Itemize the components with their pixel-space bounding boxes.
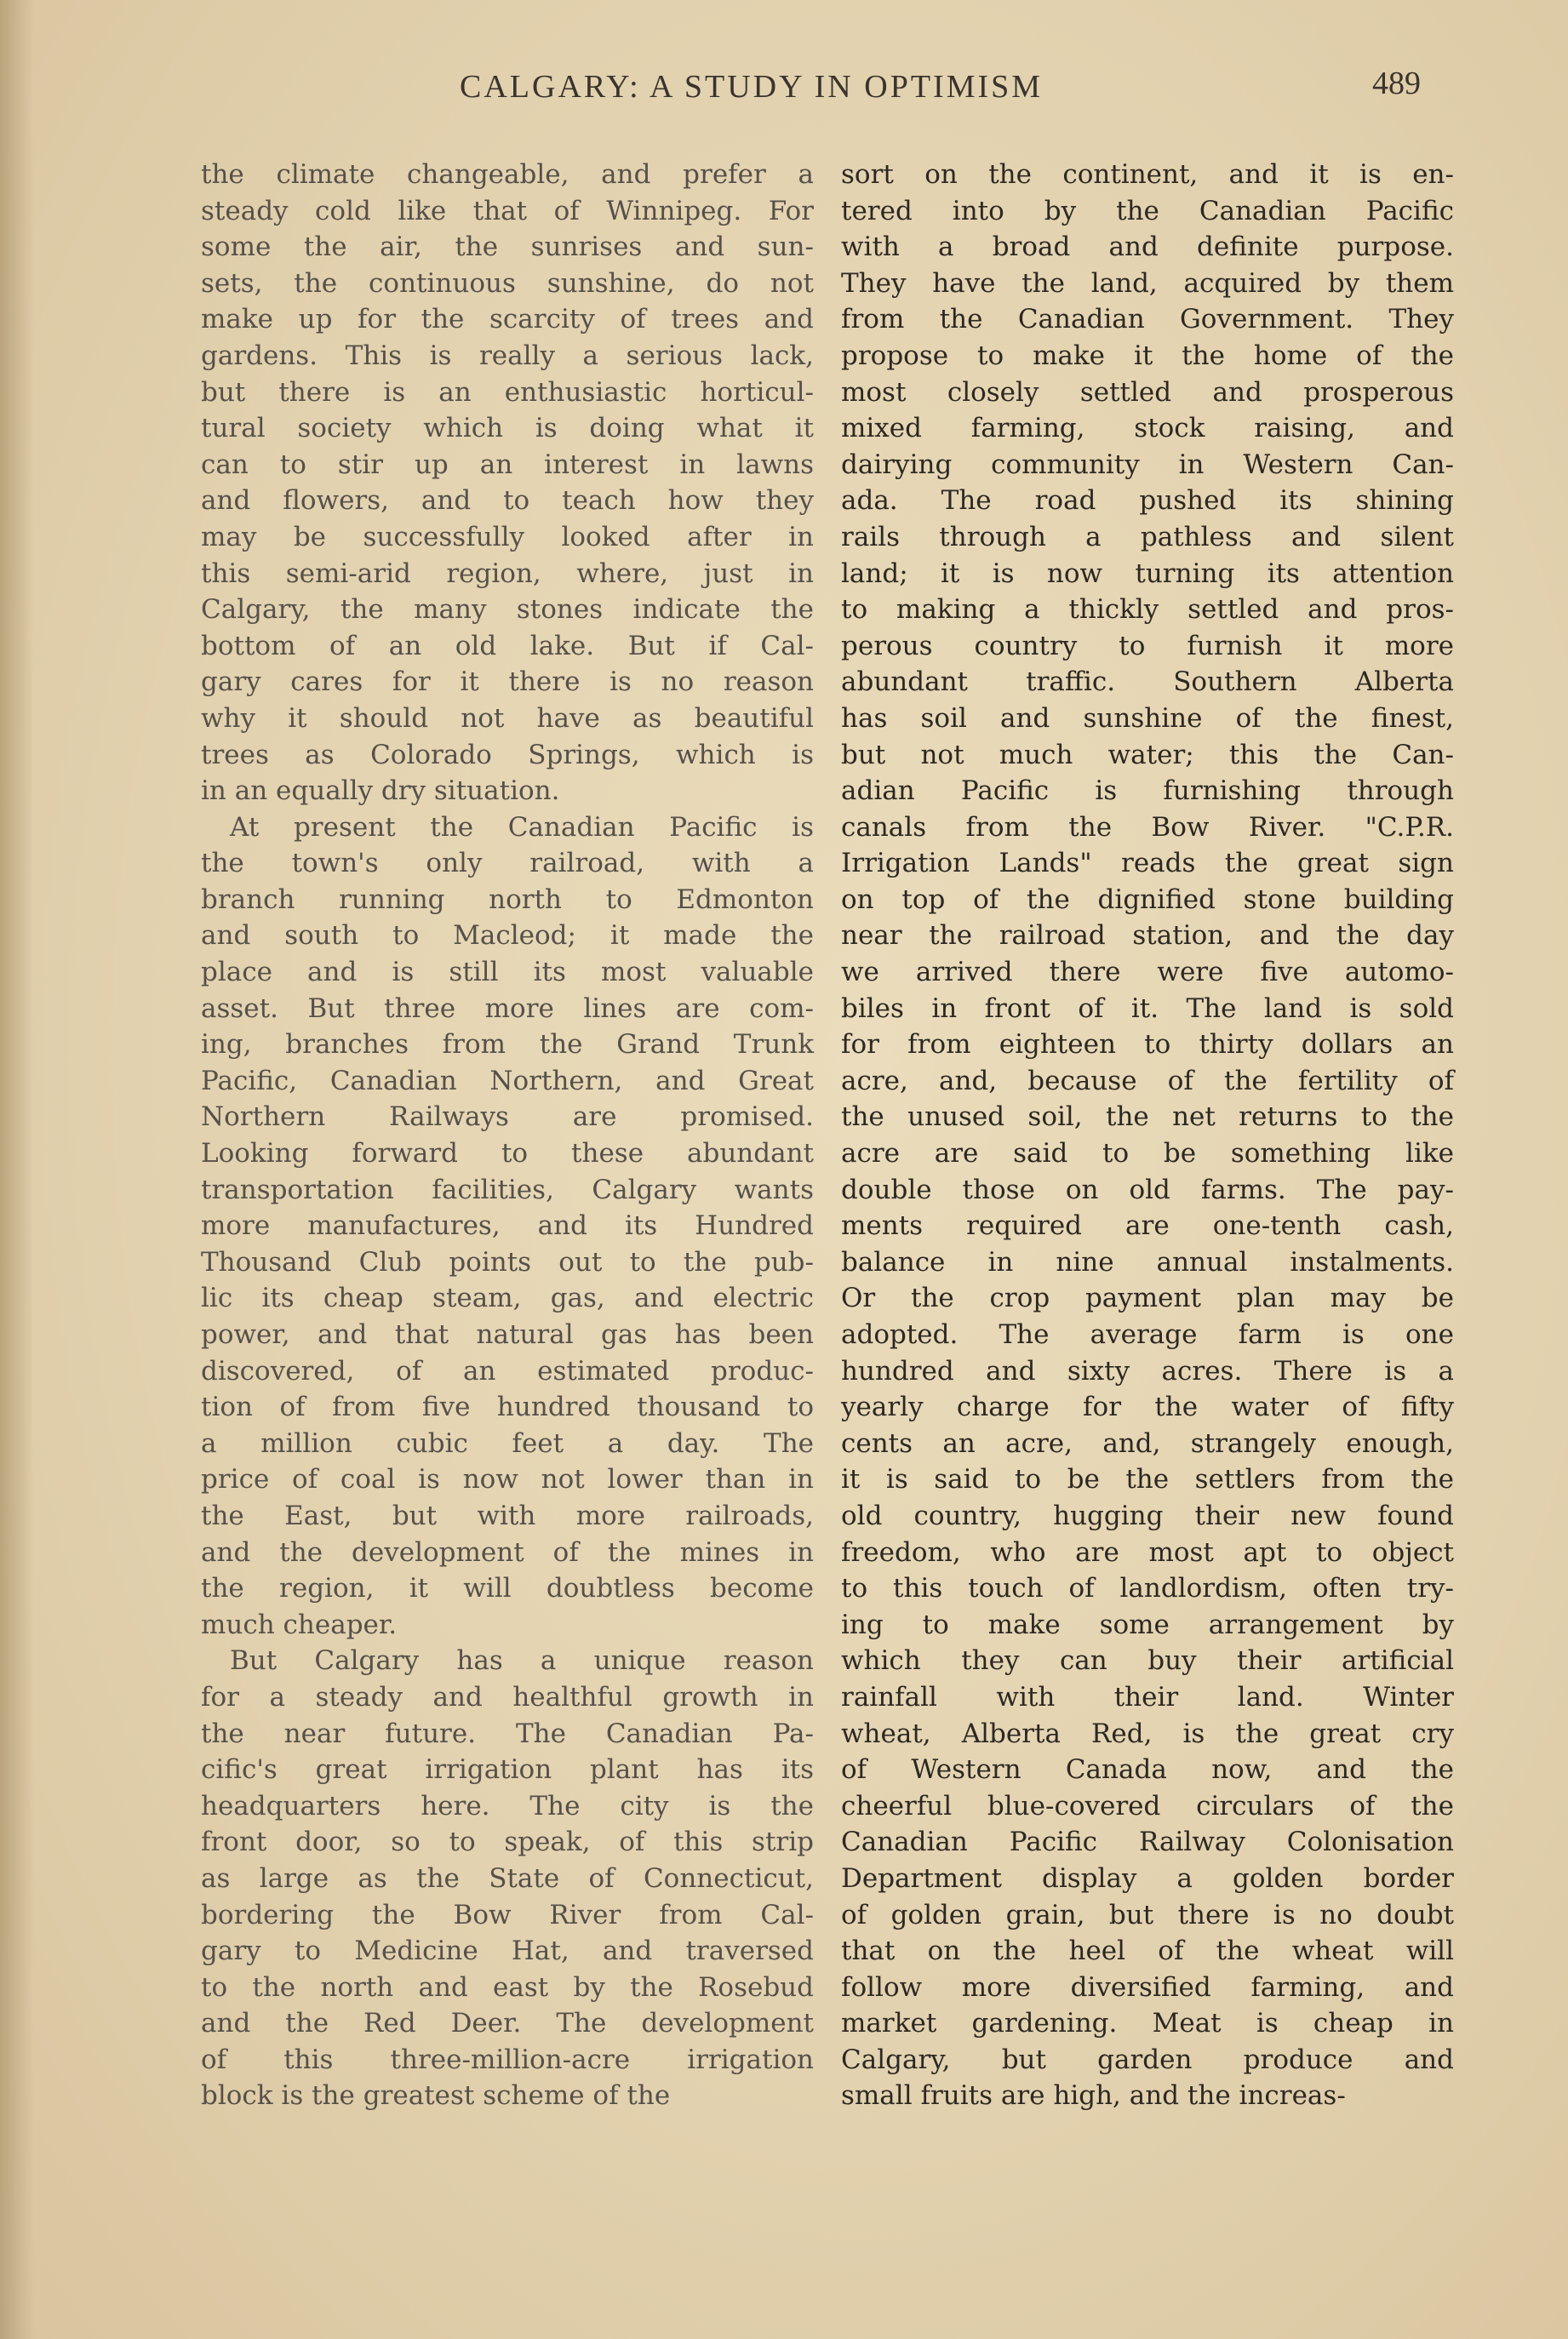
- left-column-line: this semi-arid region, where, just in: [201, 558, 814, 589]
- right-column-line: old country, hugging their new found: [841, 1500, 1454, 1531]
- right-column-line: which they can buy their artificial: [841, 1645, 1454, 1677]
- left-column-line: Calgary, the many stones indicate the: [201, 594, 814, 626]
- right-column-line: freedom, who are most apt to object: [841, 1536, 1454, 1568]
- left-column-line: the region, it will doubtless become: [201, 1573, 814, 1604]
- right-column-line: double those on old farms. The pay-: [841, 1174, 1454, 1205]
- left-column-line: front door, so to speak, of this strip: [201, 1827, 814, 1858]
- right-column-line: abundant traffic. Southern Alberta: [841, 666, 1454, 698]
- right-column-line: mixed farming, stock raising, and: [841, 413, 1454, 444]
- left-text-column: [201, 157, 814, 2114]
- right-column-line: to this touch of landlordism, often try-: [841, 1573, 1454, 1604]
- right-column-line: wheat, Alberta Red, is the great cry: [841, 1718, 1454, 1749]
- left-column-line: sets, the continuous sunshine, do not: [201, 267, 814, 299]
- left-column-line: some the air, the sunrises and sun-: [201, 232, 814, 263]
- left-column-line: block is the greatest scheme of the: [201, 2080, 671, 2112]
- right-column-line: small fruits are high, and the increas-: [841, 2080, 1346, 2112]
- right-column-line: we arrived there were five automo-: [841, 957, 1454, 988]
- right-column-line: that on the heel of the wheat will: [841, 1936, 1454, 1967]
- page-number: 489: [1372, 66, 1421, 101]
- left-column-line: At present the Canadian Pacific is: [230, 811, 814, 843]
- left-column-line: trees as Colorado Springs, which is: [201, 739, 814, 770]
- right-column-line: rails through a pathless and silent: [841, 521, 1454, 552]
- left-column-line: bottom of an old lake. But if Cal-: [201, 630, 814, 661]
- right-column-line: from the Canadian Government. They: [841, 304, 1454, 335]
- right-column-line: cents an acre, and, strangely enough,: [841, 1427, 1454, 1459]
- right-column-line: ing to make some arrangement by: [841, 1609, 1454, 1640]
- right-column-line: of golden grain, but there is no doubt: [841, 1899, 1454, 1930]
- left-column-line: why it should not have as beautiful: [201, 702, 814, 734]
- right-column-line: cheerful blue-covered circulars of the: [841, 1790, 1454, 1821]
- left-column-line: price of coal is now not lower than in: [201, 1464, 814, 1495]
- left-column-line: more manufactures, and its Hundred: [201, 1210, 814, 1242]
- right-column-line: acre are said to be something like: [841, 1138, 1454, 1170]
- left-column-line: the town's only railroad, with a: [201, 848, 814, 879]
- left-column-line: Pacific, Canadian Northern, and Great: [201, 1065, 814, 1096]
- left-column-line: of this three-million-acre irrigation: [201, 2044, 814, 2075]
- right-column-line: follow more diversified farming, and: [841, 1971, 1454, 2003]
- left-column-line: But Calgary has a unique reason: [230, 1645, 814, 1677]
- left-column-line: much cheaper.: [201, 1609, 398, 1640]
- right-column-line: Or the crop payment plan may be: [841, 1283, 1454, 1314]
- left-column-line: in an equally dry situation.: [201, 775, 560, 807]
- left-column-line: the climate changeable, and prefer a: [201, 159, 814, 190]
- right-column-line: rainfall with their land. Winter: [841, 1681, 1454, 1713]
- right-column-line: sort on the continent, and it is en-: [841, 159, 1454, 190]
- left-column-line: make up for the scarcity of trees and: [201, 304, 814, 335]
- left-column-line: tion of from five hundred thousand to: [201, 1392, 814, 1423]
- left-column-line: place and is still its most valuable: [201, 957, 814, 988]
- right-column-line: biles in front of it. The land is sold: [841, 992, 1454, 1024]
- right-column-line: Irrigation Lands" reads the great sign: [841, 848, 1454, 879]
- left-column-line: gardens. This is really a serious lack,: [201, 340, 814, 371]
- right-column-line: for from eighteen to thirty dollars an: [841, 1029, 1454, 1061]
- left-column-line: headquarters here. The city is the: [201, 1790, 814, 1821]
- right-text-column: [841, 157, 1454, 2114]
- right-column-line: land; it is now turning its attention: [841, 558, 1454, 589]
- right-column-line: ments required are one-tenth cash,: [841, 1210, 1454, 1242]
- left-column-line: a million cubic feet a day. The: [201, 1427, 814, 1459]
- left-column-line: Looking forward to these abundant: [201, 1138, 814, 1170]
- left-column-line: Northern Railways are promised.: [201, 1101, 814, 1133]
- left-column-line: and flowers, and to teach how they: [201, 485, 814, 517]
- left-column-line: transportation facilities, Calgary wants: [201, 1174, 814, 1205]
- right-column-line: They have the land, acquired by them: [841, 267, 1454, 299]
- right-column-line: it is said to be the settlers from the: [841, 1464, 1454, 1495]
- right-column-line: ada. The road pushed its shining: [841, 485, 1454, 517]
- right-column-line: yearly charge for the water of fifty: [841, 1392, 1454, 1423]
- running-head: CALGARY: A STUDY IN OPTIMISM: [460, 69, 1044, 105]
- right-column-line: adian Pacific is furnishing through: [841, 775, 1454, 807]
- right-column-line: balance in nine annual instalments.: [841, 1246, 1454, 1278]
- left-column-line: for a steady and healthful growth in: [201, 1681, 814, 1713]
- right-column-line: most closely settled and prosperous: [841, 376, 1454, 408]
- left-column-line: branch running north to Edmonton: [201, 884, 814, 915]
- right-column-line: perous country to furnish it more: [841, 630, 1454, 661]
- right-column-line: canals from the Bow River. "C.P.R.: [841, 811, 1454, 843]
- left-column-line: steady cold like that of Winnipeg. For: [201, 195, 814, 226]
- right-column-line: adopted. The average farm is one: [841, 1319, 1454, 1350]
- left-column-line: and the Red Deer. The development: [201, 2008, 814, 2039]
- right-column-line: hundred and sixty acres. There is a: [841, 1355, 1454, 1387]
- right-column-line: Canadian Pacific Railway Colonisation: [841, 1827, 1454, 1858]
- left-column-line: power, and that natural gas has been: [201, 1319, 814, 1350]
- right-column-line: the unused soil, the net returns to the: [841, 1101, 1454, 1133]
- right-column-line: dairying community in Western Can-: [841, 449, 1454, 480]
- right-column-line: near the railroad station, and the day: [841, 920, 1454, 952]
- left-column-line: the near future. The Canadian Pa-: [201, 1718, 814, 1749]
- left-column-line: to the north and east by the Rosebud: [201, 1971, 814, 2003]
- page-header: [0, 61, 1568, 121]
- right-column-line: market gardening. Meat is cheap in: [841, 2008, 1454, 2039]
- right-column-line: Calgary, but garden produce and: [841, 2044, 1454, 2075]
- right-column-line: with a broad and definite purpose.: [841, 232, 1454, 263]
- right-column-line: has soil and sunshine of the finest,: [841, 702, 1454, 734]
- left-column-line: cific's great irrigation plant has its: [201, 1754, 814, 1786]
- left-column-line: tural society which is doing what it: [201, 413, 814, 444]
- left-column-line: Thousand Club points out to the pub-: [201, 1246, 814, 1278]
- left-column-line: and south to Macleod; it made the: [201, 920, 814, 952]
- left-column-line: may be successfully looked after in: [201, 521, 814, 552]
- binding-shadow: [0, 0, 34, 2339]
- left-column-line: discovered, of an estimated produc-: [201, 1355, 814, 1387]
- left-column-line: but there is an enthusiastic horticul-: [201, 376, 814, 408]
- left-column-line: gary cares for it there is no reason: [201, 666, 814, 698]
- left-column-line: as large as the State of Connecticut,: [201, 1862, 814, 1894]
- left-column-line: can to stir up an interest in lawns: [201, 449, 814, 480]
- left-column-line: and the development of the mines in: [201, 1536, 814, 1568]
- right-column-line: tered into by the Canadian Pacific: [841, 195, 1454, 226]
- right-column-line: on top of the dignified stone building: [841, 884, 1454, 915]
- right-column-line: to making a thickly settled and pros-: [841, 594, 1454, 626]
- left-column-line: lic its cheap steam, gas, and electric: [201, 1283, 814, 1314]
- left-column-line: bordering the Bow River from Cal-: [201, 1899, 814, 1930]
- right-column-line: acre, and, because of the fertility of: [841, 1065, 1454, 1096]
- left-column-line: asset. But three more lines are com-: [201, 992, 814, 1024]
- right-column-line: propose to make it the home of the: [841, 340, 1454, 371]
- left-column-line: the East, but with more railroads,: [201, 1500, 814, 1531]
- left-column-line: ing, branches from the Grand Trunk: [201, 1029, 814, 1061]
- right-column-line: but not much water; this the Can-: [841, 739, 1454, 770]
- right-column-line: of Western Canada now, and the: [841, 1754, 1454, 1786]
- right-column-line: Department display a golden border: [841, 1862, 1454, 1894]
- left-column-line: gary to Medicine Hat, and traversed: [201, 1936, 814, 1967]
